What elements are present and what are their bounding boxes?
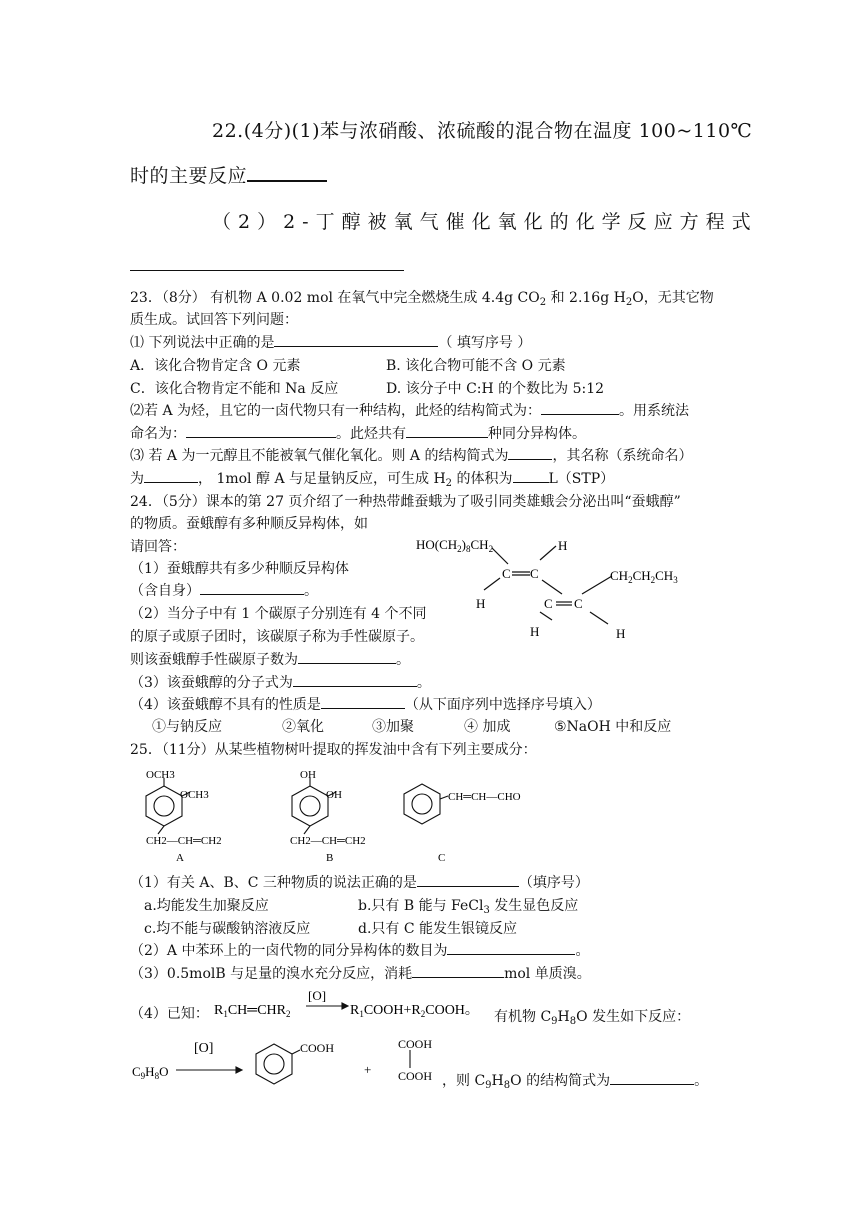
q23-optA: A．该化合物肯定含 O 元素 xyxy=(130,358,301,374)
structure-C xyxy=(396,764,576,864)
structure-A xyxy=(124,764,264,864)
rx-reactant: $C_9H_8O$ xyxy=(132,1064,169,1081)
structure-B xyxy=(270,764,410,864)
q23-p1-tail: （ 填写序号 ） xyxy=(438,335,532,351)
rx-product2-top: COOH xyxy=(398,1037,433,1051)
q23-header-a: 23．（8分） 有机物 A 0.02 mol 在氧气中完全燃烧生成 4.4g CO xyxy=(130,290,540,306)
q24-s3 xyxy=(130,672,431,692)
q22-line2-text: 时的主要反应 xyxy=(130,165,248,187)
q25-opt-b-a: b.只有 B 能与 FeCl xyxy=(358,898,484,914)
q24-blank4[interactable] xyxy=(321,694,405,709)
q25-blank3[interactable] xyxy=(412,963,504,978)
A-chain: CH2—CH═CH2 xyxy=(146,835,222,847)
q22-line1: 22.(4分)(1)苯与浓硝酸、浓硫酸的混合物在温度 100~110℃ xyxy=(212,120,753,142)
q23-p3-line1 xyxy=(130,445,692,465)
bombykol-c4: C xyxy=(574,596,583,611)
B-label: B xyxy=(326,852,334,864)
q23-p3-line2: 为 ， 1mol 醇 A 与足量钠反应，可生成 $H_2$ 的体积为 L（STP） xyxy=(130,468,614,488)
q24-s4b: （从下面序列中选择序号填入） xyxy=(404,697,601,713)
q25-s2 xyxy=(130,940,589,960)
q25-line1: 25．（11分）从某些植物树叶提取的挥发油中含有下列主要成分： xyxy=(130,742,537,758)
q23-p2-c: 命名为： xyxy=(130,426,186,442)
q24-s1b: （含自身） xyxy=(130,583,200,599)
q25-s4a: （4）已知： xyxy=(130,1006,209,1022)
q24-s3b: 。 xyxy=(416,675,431,691)
known-reactant: $R_1CH═CHR_2$ xyxy=(214,1003,291,1019)
A-top-group: OCH3 xyxy=(146,769,175,781)
q24-blank1[interactable] xyxy=(200,580,304,595)
q23-p2-line2 xyxy=(130,423,586,443)
q24-s2a: （2）当分子中有 1 个碳原子分别连有 4 个不同 xyxy=(130,606,427,622)
q23-optC: C．该化合物肯定不能和 Na 反应 xyxy=(130,381,339,397)
q24-choice-3: ③加聚 xyxy=(372,719,414,735)
q22-line2 xyxy=(130,161,327,188)
q24-line2: 的物质。蚕蛾醇有多种顺反异构体，如 xyxy=(130,516,368,532)
C-chain: CH═CH—CHO xyxy=(448,791,521,803)
bombykol-c1: C xyxy=(502,566,511,581)
q25-opt-b: b.只有 B 能与 FeCl$_3$ 发生显色反应 xyxy=(358,898,579,916)
bombykol-c2: C xyxy=(530,566,539,581)
q23-optD: D. 该分子中 C:H 的个数比为 5:12 xyxy=(386,381,605,397)
q25-tail-b: 。 xyxy=(694,1073,709,1089)
c9h8o-reaction xyxy=(128,1032,458,1096)
q23-header-c: O，无其它物 xyxy=(632,290,714,306)
bombykol-h2: H xyxy=(476,596,486,611)
q23-p2-blank3[interactable] xyxy=(406,423,488,438)
q25-blank2[interactable] xyxy=(447,940,575,955)
q24-choice-1: ①与钠反应 xyxy=(152,719,222,735)
q23-p2-a: ⑵若 A 为烃，且它的一卤代物只有一种结构，此烃的结构简式为： xyxy=(130,403,542,419)
q23-header2: 质生成。试回答下列问题： xyxy=(130,312,298,328)
C-label: C xyxy=(438,852,446,864)
bombykol-h4: H xyxy=(616,626,626,641)
q24-s3a: （3）该蚕蛾醇的分子式为 xyxy=(130,675,293,691)
q25-opt-c: c.均不能与碳酸钠溶液反应 xyxy=(144,921,311,937)
known-reagent: [O] xyxy=(308,988,327,1003)
q24-s2-line3 xyxy=(130,649,410,669)
rx-product2-bottom: COOH xyxy=(398,1069,433,1083)
q23-p2-blank2[interactable] xyxy=(186,423,336,438)
q24-line3: 请回答： xyxy=(130,539,186,555)
q24-s1-line2 xyxy=(130,580,318,600)
q23-p3-blank1[interactable] xyxy=(508,445,552,460)
q25-s1a: （1）有关 A、B、C 三种物质的说法正确的是 xyxy=(130,875,417,891)
q24-choice-2: ②氧化 xyxy=(282,719,324,735)
q23-header: 23．（8分） 有机物 A 0.02 mol 在氧气中完全燃烧生成 4.4g $CO_2$ 和 2.16g $H_2O$，无其它物 xyxy=(130,290,714,308)
q22-blank1[interactable] xyxy=(247,162,327,182)
q25-opt-a: a.均能发生加聚反应 xyxy=(144,898,269,914)
q25-s3a: （3）0.5molB 与足量的溴水充分反应，消耗 xyxy=(130,966,413,982)
known-product: $R_1COOH+R_2COOH$。 xyxy=(350,1003,479,1019)
bombykol-h1: H xyxy=(558,538,568,553)
B-top-group: OH xyxy=(300,769,316,781)
q23-p3-f: L（STP） xyxy=(548,471,615,487)
q24-choice-5: ⑤NaOH 中和反应 xyxy=(554,719,672,735)
q25-s4b: 有机物 $C_9H_8O$ 发生如下反应： xyxy=(494,1009,691,1027)
q24-s1a: （1）蚕蛾醇共有多少种顺反异构体 xyxy=(130,561,349,577)
q23-p2-b: 。用系统法 xyxy=(619,403,690,419)
rx-product1: COOH xyxy=(300,1041,335,1055)
q24-blank2[interactable] xyxy=(298,649,396,664)
q24-s1c: 。 xyxy=(304,583,318,599)
q24-s2b: 的原子或原子团时，该碳原子称为手性碳原子。 xyxy=(130,629,424,645)
q24-choice-4: ④ 加成 xyxy=(464,719,511,735)
q23-optB: B. 该化合物可能不含 O 元素 xyxy=(386,358,566,374)
B-chain: CH2—CH═CH2 xyxy=(290,835,366,847)
q23-p3-blank3[interactable] xyxy=(513,468,549,483)
q23-p2-blank1[interactable] xyxy=(541,400,619,415)
q23-p1 xyxy=(130,332,531,352)
q22-line3: （2）2-丁醇被氧气催化氧化的化学反应方程式 xyxy=(212,211,758,233)
q23-p3-c: 为 xyxy=(130,471,144,487)
q23-p3-e: 的体积为 xyxy=(452,471,513,487)
bombykol-structure xyxy=(412,532,712,644)
bombykol-c3: C xyxy=(544,596,553,611)
known-reaction xyxy=(210,984,500,1024)
q22-blank2[interactable] xyxy=(130,270,404,271)
A-side-group: OCH3 xyxy=(180,789,209,801)
rx-reagent: [O] xyxy=(194,1041,214,1056)
q23-p2-e: 种同分异构体。 xyxy=(488,426,586,442)
q23-p2-line1 xyxy=(130,400,689,420)
q25-s1 xyxy=(130,872,589,892)
q24-blank3[interactable] xyxy=(293,672,417,687)
bombykol-right-group: $CH_2CH_2CH_3$ xyxy=(610,568,678,585)
q25-s1b: （填序号） xyxy=(518,875,589,891)
q23-p3-a: ⑶ 若 A 为一元醇且不能被氧气催化氧化。则 A 的结构简式为 xyxy=(130,448,509,464)
q25-blank4[interactable] xyxy=(610,1070,694,1085)
q24-s2c: 则该蚕蛾醇手性碳原子数为 xyxy=(130,652,298,668)
q24-s4a: （4）该蚕蛾醇不具有的性质是 xyxy=(130,697,321,713)
q24-s2d: 。 xyxy=(396,652,410,668)
q23-p1-text: ⑴ 下列说法中正确的是 xyxy=(130,335,275,351)
q25-opt-d: d.只有 C 能发生银镜反应 xyxy=(358,921,518,937)
A-label: A xyxy=(176,852,184,864)
B-side-group: OH xyxy=(326,789,342,801)
q25-s3b: mol 单质溴。 xyxy=(504,966,591,982)
rx-plus: + xyxy=(364,1062,372,1077)
q25-s2b: 。 xyxy=(575,943,590,959)
q25-tail: ，则 $C_9H_8O$ 的结构简式为 。 xyxy=(442,1070,708,1090)
q23-p1-blank[interactable] xyxy=(274,332,438,347)
q23-p2-d: 。此烃共有 xyxy=(336,426,406,442)
q24-line1: 24．（5分）课本的第 27 页介绍了一种热带雌蚕蛾为了吸引同类雄蛾会分泌出叫“蚕蛾醇” xyxy=(130,494,681,510)
q23-p3-b: ，其名称（系统命名） xyxy=(552,448,693,464)
q24-s4 xyxy=(130,694,601,714)
q25-opt-b-b: 发生显色反应 xyxy=(489,898,579,914)
bombykol-h3: H xyxy=(530,624,540,639)
q23-header-b: 和 2.16g H xyxy=(546,290,626,306)
bombykol-left-group: $HO(CH_2)_8CH_2$ xyxy=(416,537,494,554)
q23-p3-blank2[interactable] xyxy=(144,468,198,483)
q25-s2a: （2）A 中苯环上的一卤代物的同分异构体的数目为 xyxy=(130,943,448,959)
q25-blank1[interactable] xyxy=(417,872,519,887)
q25-s3 xyxy=(130,963,591,983)
q23-p3-d: ， 1mol 醇 A 与足量钠反应，可生成 H xyxy=(198,471,446,487)
